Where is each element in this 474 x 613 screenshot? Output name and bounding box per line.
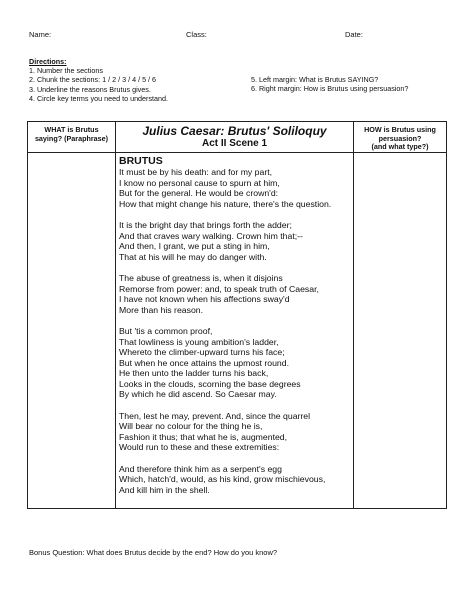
verse-line: That lowliness is young ambition's ladder, <box>119 336 279 347</box>
paraphrase-margin[interactable] <box>28 153 116 509</box>
right-margin-header <box>354 122 447 153</box>
verse-line: It must be by his death: and for my part, <box>119 167 273 177</box>
verse-line: And kill him in the shell. <box>119 484 210 495</box>
verse-line: Whereto the climber-upward turns his face; <box>119 347 285 358</box>
right-header-line: HOW is Brutus using <box>364 125 436 134</box>
date-label: Date: <box>345 30 363 39</box>
directions-left <box>29 57 168 103</box>
speaker-name: BRUTUS <box>119 155 163 167</box>
direction-item: 1. Number the sections <box>29 66 103 76</box>
direction-item: 4. Circle key terms you need to understand. <box>29 93 169 103</box>
verse-line: And that craves wary walking. Crown him that;-- <box>119 230 303 241</box>
stanza-container <box>119 167 353 495</box>
class-label: Class: <box>186 30 207 39</box>
directions-title: Directions: <box>29 57 67 66</box>
left-header-line: WHAT is Brutus <box>44 125 99 134</box>
verse-line: He then unto the ladder turns his back, <box>119 368 269 379</box>
stanza <box>119 167 353 209</box>
worksheet-subtitle: Act II Scene 1 <box>201 138 268 149</box>
verse-line: Fashion it thus; that what he is, augmented, <box>119 431 288 442</box>
title-cell <box>116 122 354 153</box>
stanza <box>119 273 353 315</box>
stanza <box>119 411 353 453</box>
right-header-line: persuasion? <box>378 133 422 143</box>
verse-line: And then, I grant, we put a sting in him, <box>119 241 270 252</box>
direction-item: 5. Left margin: What is Brutus SAYING? <box>251 75 379 84</box>
direction-item: 3. Underline the reasons Brutus gives. <box>29 84 151 94</box>
verse-line: The abuse of greatness is, when it disjoins <box>119 272 283 283</box>
stanza <box>119 464 353 496</box>
verse-line: Looks in the clouds, scorning the base degrees <box>119 378 301 389</box>
stanza <box>119 326 353 400</box>
verse-line: But 'tis a common proof, <box>119 325 213 336</box>
annotation-table <box>27 121 447 509</box>
verse-line: More than his reason. <box>119 304 204 315</box>
bonus-question: Bonus Question: What does Brutus decide by the end? How do you know? <box>29 548 278 557</box>
verse-line: Will bear no colour for the thing he is, <box>119 421 263 432</box>
stanza <box>119 220 353 262</box>
verse-line: Remorse from power: and, to speak truth of Caesar, <box>119 283 319 294</box>
verse-line: But when he once attains the upmost round. <box>119 357 290 368</box>
verse-line: How that might change his nature, there's the question. <box>119 198 332 209</box>
direction-item: 2. Chunk the sections: 1 / 2 / 3 / 4 / 5 / 6 <box>29 75 157 85</box>
persuasion-margin[interactable] <box>354 153 447 509</box>
verse-line: By which he did ascend. So Caesar may. <box>119 389 277 400</box>
verse-line: But for the general. He would be crown'd: <box>119 188 279 199</box>
verse-line: I have not known when his affections sway'd <box>119 294 290 305</box>
verse-line: I know no personal cause to spurn at him, <box>119 177 280 188</box>
soliloquy-text <box>116 153 354 509</box>
verse-line: Then, lest he may, prevent. And, since the quarrel <box>119 410 311 421</box>
verse-line: That at his will he may do danger with. <box>119 251 267 262</box>
direction-item: 6. Right margin: How is Brutus using persuasion? <box>251 84 409 94</box>
left-margin-header <box>28 122 116 153</box>
name-label: Name: <box>29 30 52 39</box>
verse-line: And therefore think him as a serpent's egg <box>119 463 282 474</box>
verse-line: Which, hatch'd, would, as his kind, grow mischievous, <box>119 474 326 485</box>
verse-line: Would run to these and these extremities: <box>119 442 280 453</box>
verse-line: It is the bright day that brings forth the adder; <box>119 219 292 230</box>
left-header-line: saying? (Paraphrase) <box>34 133 109 143</box>
worksheet-title: Julius Caesar: Brutus' Soliloquy <box>142 124 327 138</box>
directions-right <box>251 75 408 93</box>
right-header-line: (and what type?) <box>371 142 429 152</box>
